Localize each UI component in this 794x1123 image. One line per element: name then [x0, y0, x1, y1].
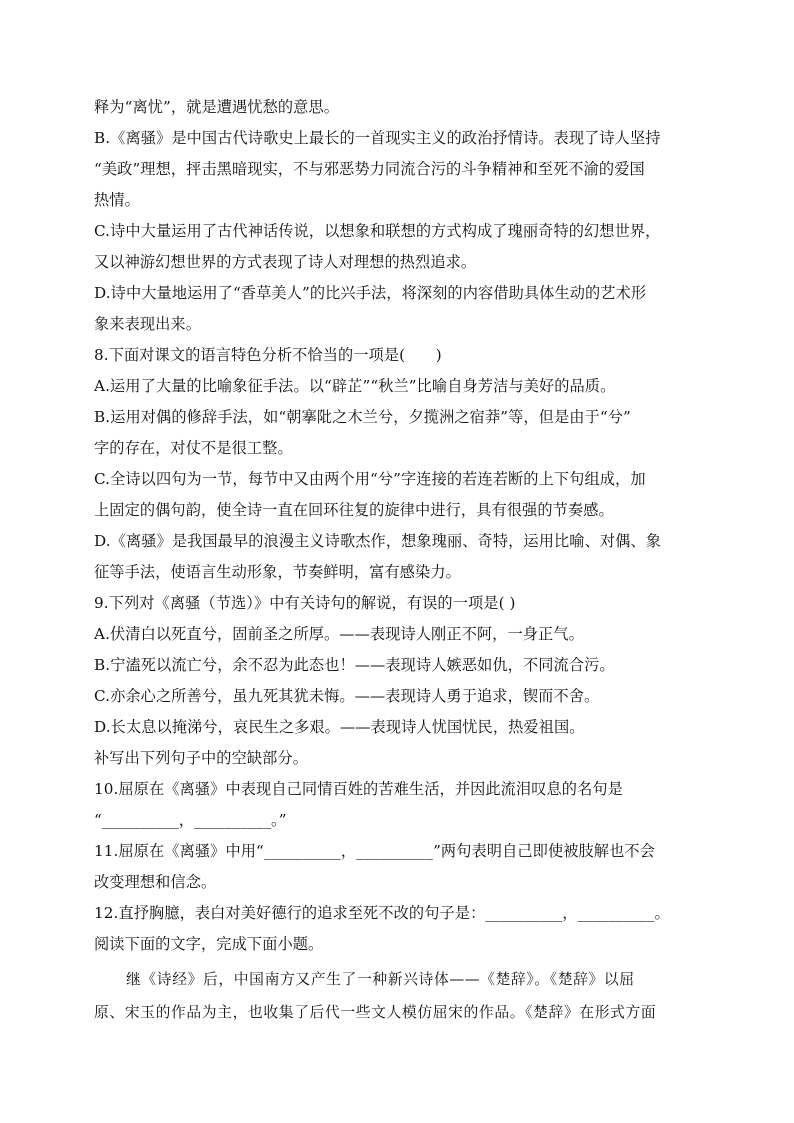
section-instruction: 补写出下列句子中的空缺部分。 [94, 749, 309, 767]
text-line: 字的存在，对仗不是很工整。 [94, 439, 293, 457]
text-line: B.运用对偶的修辞手法，如“朝搴阰之木兰兮，夕揽洲之宿莽”等，但是由于“兮” [94, 408, 631, 426]
text-line: 象来表现出来。 [94, 315, 202, 333]
text-line: B.《离骚》是中国古代诗歌史上最长的一首现实主义的政治抒情诗。表现了诗人坚持 [94, 129, 661, 147]
text-line: D.长太息以掩涕兮，哀民生之多艰。——表现诗人忧国忧民，热爱祖国。 [94, 718, 585, 736]
passage-line: 继《诗经》后，中国南方又产生了一种新兴诗体——《楚辞》。《楚辞》以屈 [126, 971, 635, 988]
text-line: A.伏清白以死直兮，固前圣之所厚。——表现诗人刚正不阿，一身正气。 [94, 625, 584, 643]
text-line: 上固定的偶句韵，使全诗一直在回环往复的旋律中进行，具有很强的节奏感。 [94, 501, 614, 519]
question-8: 8.下面对课文的语言特色分析不恰当的一项是( ) [94, 346, 442, 364]
question-10: 10.屈原在《离骚》中表现自己同情百姓的苦难生活，并因此流泪叹息的名句是 [94, 780, 623, 798]
passage-line: 原、宋玉的作品为主，也收集了后代一些文人模仿屈宋的作品。《楚辞》在形式方面 [94, 1004, 657, 1021]
text-line: 热情。 [94, 191, 140, 209]
blank-line: “__________，__________。” [94, 811, 287, 829]
text-line: B.宁溘死以流亡兮，余不忍为此态也！——表现诗人嫉恶如仇，不同流合污。 [94, 656, 615, 674]
text-line: 又以神游幻想世界的方式表现了诗人对理想的热烈追求。 [94, 253, 477, 271]
text-line: 改变理想和信念。 [94, 873, 217, 891]
text-line: 征等手法，使语言生动形象，节奏鲜明，富有感染力。 [94, 563, 461, 581]
question-12: 12.直抒胸臆，表白对美好德行的追求至死不改的句子是：__________，__________。 [94, 904, 670, 922]
question-11: 11.屈原在《离骚》中用“__________，__________”两句表明自己即使被肢解也不会 [94, 842, 655, 860]
text-line: 释为“离忧”，就是遭遇忧愁的意思。 [94, 98, 340, 116]
section-instruction: 阅读下面的文字，完成下面小题。 [94, 935, 324, 953]
text-line: C.诗中大量运用了古代神话传说，以想象和联想的方式构成了瑰丽奇特的幻想世界， [94, 222, 661, 240]
text-line: “美政”理想，抨击黑暗现实，不与邪恶势力同流合污的斗争精神和至死不渝的爱国 [94, 160, 645, 178]
text-line: D.诗中大量地运用了“香草美人”的比兴手法，将深刻的内容借助具体生动的艺术形 [94, 284, 647, 302]
question-9: 9.下列对《离骚（节选）》中有关诗句的解说，有误的一项是( ) [94, 594, 516, 612]
text-line: A.运用了大量的比喻象征手法。以“辟芷”“秋兰”比喻自身芳洁与美好的品质。 [94, 377, 616, 395]
text-line: C.全诗以四句为一节，每节中又由两个用“兮”字连接的若连若断的上下句组成，加 [94, 470, 646, 488]
text-line: D.《离骚》是我国最早的浪漫主义诗歌杰作，想象瑰丽、奇特，运用比喻、对偶、象 [94, 532, 662, 550]
text-line: C.亦余心之所善兮，虽九死其犹未悔。——表现诗人勇于追求，锲而不舍。 [94, 687, 600, 705]
